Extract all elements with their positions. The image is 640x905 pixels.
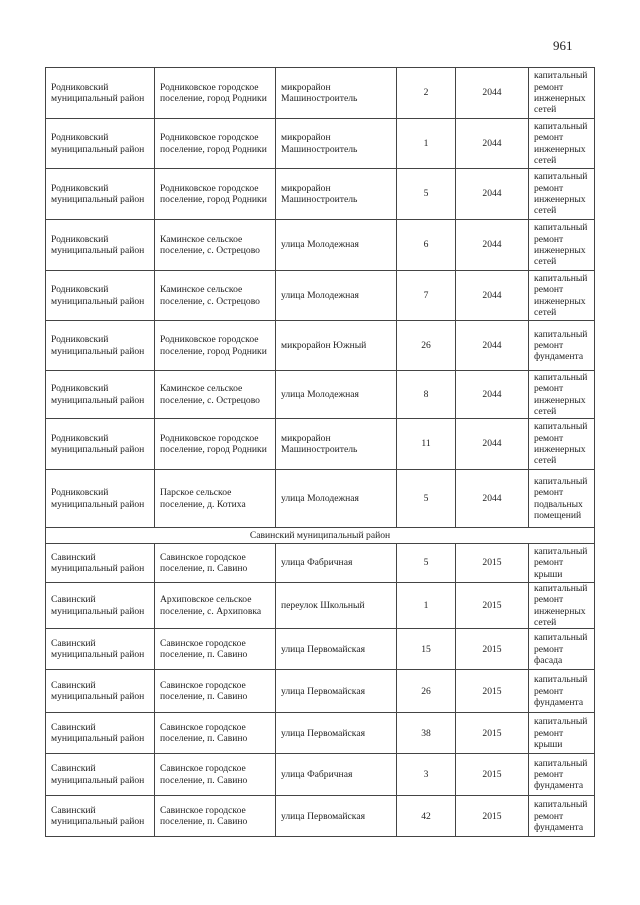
settlement-cell: Савинское городское поселение, п. Савино [155,544,276,583]
settlement-cell: Родниковское городское поселение, город Родники [155,119,276,169]
repair-type-cell: капитальный ремонт инженерных сетей [529,169,595,220]
district-cell: Родниковский муниципальный район [46,271,155,321]
repair-year-cell: 2044 [456,470,529,528]
district-cell: Савинский муниципальный район [46,713,155,754]
repair-year-cell: 2044 [456,321,529,371]
street-cell: улица Первомайская [276,670,397,713]
table-row [46,371,595,419]
table-row [46,419,595,470]
table-row [46,583,595,629]
settlement-cell: Парское сельское поселение, д. Котиха [155,470,276,528]
settlement-cell: Савинское городское поселение, п. Савино [155,670,276,713]
table-row [46,544,595,583]
repair-year-cell: 2015 [456,796,529,837]
repair-type-cell: капитальный ремонт инженерных сетей [529,220,595,271]
repair-program-table [45,67,595,837]
repair-type-cell: капитальный ремонт фасада [529,629,595,670]
district-cell: Савинский муниципальный район [46,796,155,837]
settlement-cell: Архиповское сельское поселение, с. Архиповка [155,583,276,629]
repair-type-cell: капитальный ремонт инженерных сетей [529,583,595,629]
district-cell: Савинский муниципальный район [46,629,155,670]
district-cell: Родниковский муниципальный район [46,68,155,119]
repair-type-cell: капитальный ремонт подвальных помещений [529,470,595,528]
street-cell: улица Первомайская [276,796,397,837]
table-row [46,713,595,754]
street-cell: переулок Школьный [276,583,397,629]
district-cell: Савинский муниципальный район [46,670,155,713]
house-number-cell: 3 [397,754,456,796]
repair-year-cell: 2044 [456,371,529,419]
house-number-cell: 11 [397,419,456,470]
house-number-cell: 2 [397,68,456,119]
repair-year-cell: 2015 [456,629,529,670]
house-number-cell: 26 [397,670,456,713]
district-cell: Савинский муниципальный район [46,754,155,796]
settlement-cell: Родниковское городское поселение, город Родники [155,68,276,119]
house-number-cell: 26 [397,321,456,371]
page-number: 961 [553,38,573,53]
table-row [46,68,595,119]
repair-type-cell: капитальный ремонт фундамента [529,796,595,837]
repair-type-cell: капитальный ремонт фундамента [529,321,595,371]
repair-year-cell: 2044 [456,220,529,271]
street-cell: улица Фабричная [276,544,397,583]
table-row [46,119,595,169]
district-cell: Родниковский муниципальный район [46,220,155,271]
repair-year-cell: 2044 [456,119,529,169]
street-cell: улица Молодежная [276,271,397,321]
street-cell: микрорайон Южный [276,321,397,371]
street-cell: улица Молодежная [276,220,397,271]
table-row [46,271,595,321]
street-cell: улица Первомайская [276,713,397,754]
repair-type-cell: капитальный ремонт крыши [529,544,595,583]
section-title: Савинский муниципальный район [46,528,595,544]
table-row [46,754,595,796]
settlement-cell: Каминское сельское поселение, с. Острецово [155,371,276,419]
house-number-cell: 1 [397,583,456,629]
table-row [46,470,595,528]
repair-year-cell: 2015 [456,544,529,583]
district-cell: Родниковский муниципальный район [46,169,155,220]
settlement-cell: Савинское городское поселение, п. Савино [155,754,276,796]
house-number-cell: 15 [397,629,456,670]
settlement-cell: Каминское сельское поселение, с. Острецово [155,271,276,321]
repair-type-cell: капитальный ремонт крыши [529,713,595,754]
street-cell: улица Молодежная [276,470,397,528]
repair-type-cell: капитальный ремонт инженерных сетей [529,419,595,470]
table-row [46,670,595,713]
district-cell: Родниковский муниципальный район [46,419,155,470]
street-cell: улица Молодежная [276,371,397,419]
settlement-cell: Родниковское городское поселение, город Родники [155,321,276,371]
house-number-cell: 8 [397,371,456,419]
house-number-cell: 5 [397,470,456,528]
table-row [46,321,595,371]
repair-type-cell: капитальный ремонт инженерных сетей [529,119,595,169]
repair-year-cell: 2044 [456,419,529,470]
settlement-cell: Родниковское городское поселение, город Родники [155,419,276,470]
settlement-cell: Савинское городское поселение, п. Савино [155,713,276,754]
house-number-cell: 5 [397,544,456,583]
house-number-cell: 38 [397,713,456,754]
district-cell: Родниковский муниципальный район [46,470,155,528]
house-number-cell: 42 [397,796,456,837]
street-cell: улица Фабричная [276,754,397,796]
repair-year-cell: 2015 [456,583,529,629]
settlement-cell: Каминское сельское поселение, с. Острецово [155,220,276,271]
repair-year-cell: 2044 [456,169,529,220]
house-number-cell: 7 [397,271,456,321]
repair-year-cell: 2044 [456,271,529,321]
street-cell: микрорайон Машиностроитель [276,169,397,220]
district-cell: Родниковский муниципальный район [46,321,155,371]
district-cell: Савинский муниципальный район [46,544,155,583]
repair-type-cell: капитальный ремонт инженерных сетей [529,68,595,119]
repair-year-cell: 2015 [456,754,529,796]
repair-type-cell: капитальный ремонт инженерных сетей [529,271,595,321]
repair-year-cell: 2044 [456,68,529,119]
repair-year-cell: 2015 [456,713,529,754]
settlement-cell: Родниковское городское поселение, город Родники [155,169,276,220]
district-cell: Родниковский муниципальный район [46,371,155,419]
repair-type-cell: капитальный ремонт фундамента [529,754,595,796]
table-row [46,169,595,220]
table-row [46,796,595,837]
table-row [46,629,595,670]
street-cell: микрорайон Машиностроитель [276,68,397,119]
repair-type-cell: капитальный ремонт фундамента [529,670,595,713]
section-header-row [46,528,595,544]
street-cell: микрорайон Машиностроитель [276,119,397,169]
street-cell: микрорайон Машиностроитель [276,419,397,470]
settlement-cell: Савинское городское поселение, п. Савино [155,796,276,837]
street-cell: улица Первомайская [276,629,397,670]
house-number-cell: 6 [397,220,456,271]
house-number-cell: 5 [397,169,456,220]
house-number-cell: 1 [397,119,456,169]
settlement-cell: Савинское городское поселение, п. Савино [155,629,276,670]
repair-year-cell: 2015 [456,670,529,713]
repair-type-cell: капитальный ремонт инженерных сетей [529,371,595,419]
table-row [46,220,595,271]
district-cell: Савинский муниципальный район [46,583,155,629]
district-cell: Родниковский муниципальный район [46,119,155,169]
